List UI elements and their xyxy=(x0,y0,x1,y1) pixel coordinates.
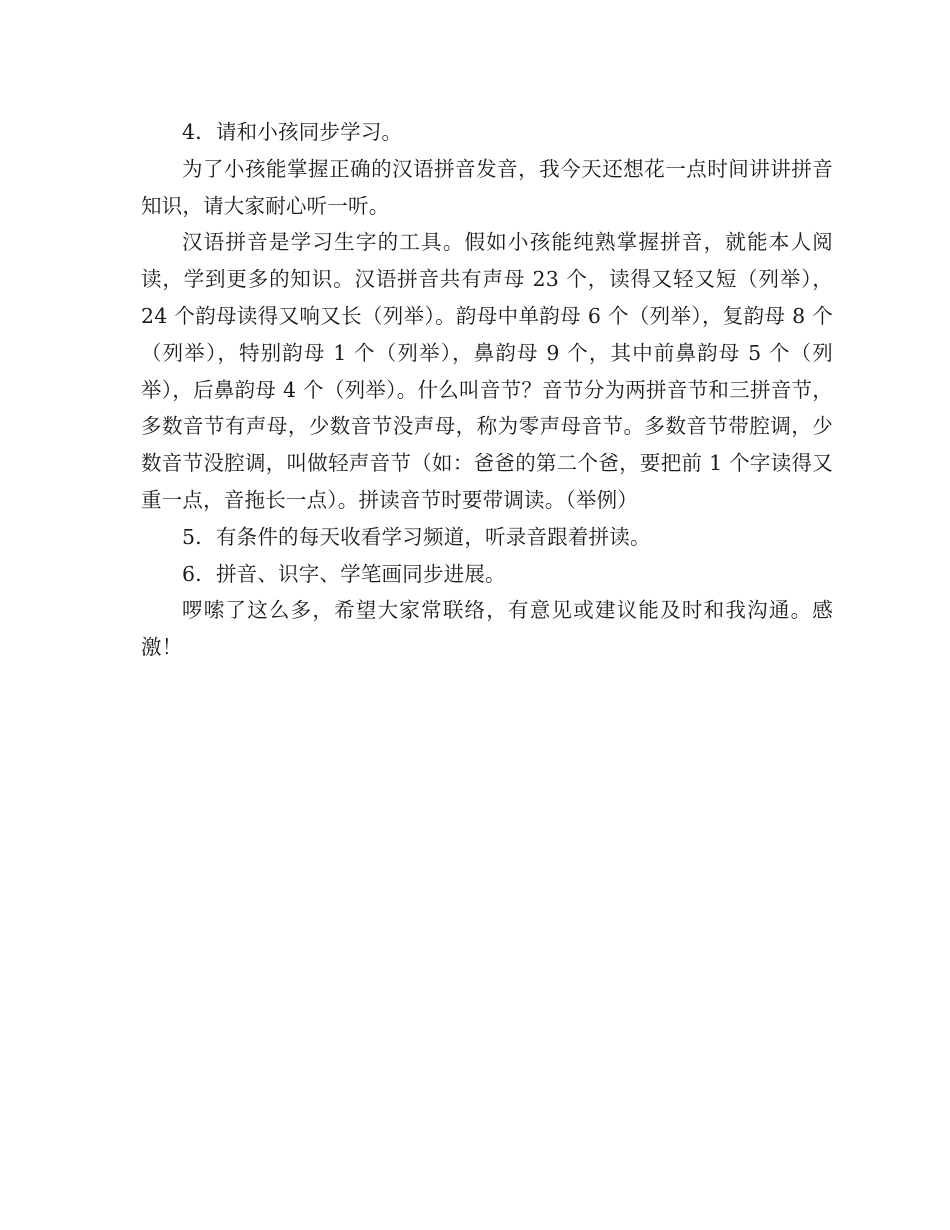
paragraph-item-5: 5．有条件的每天收看学习频道，听录音跟着拼读。 xyxy=(182,524,651,549)
paragraph-item-4: 4．请和小孩同步学习。 xyxy=(182,120,403,144)
paragraph-pinyin-knowledge: 汉语拼音是学习生字的工具。假如小孩能纯熟掌握拼音，就能本人阅读，学到更多的知识。汉语拼音共有声母 23 个，读得又轻又短（列举），24 个韵母读得又响又长（列举）。韵母中单韵母 6 个（列举），复韵母 8 个（列举），特别韵母 1 个（列举），鼻韵母 9 个，其中前鼻韵母 5 个（列举），后鼻韵母 4 个（列举）。什么叫音节？音节分为两拼音节和三拼音节，多数音节有声母，少数音节没声母，称为零声母音节。多数音节带腔调，少数音节没腔调，叫做轻声音节（如：爸爸的第二个爸，要把前 1 个字读得又重一点，音拖长一点）。拼读音节时要带调读。（举例） xyxy=(141,230,833,512)
document-body xyxy=(141,114,833,666)
paragraph-pinyin-intro: 为了小孩能掌握正确的汉语拼音发音，我今天还想花一点时间讲讲拼音知识，请大家耐心听一听。 xyxy=(141,156,833,218)
paragraph-item-6: 6．拼音、识字、学笔画同步进展。 xyxy=(182,561,506,586)
paragraph-closing: 啰嗦了这么多，希望大家常联络，有意见或建议能及时和我沟通。感激！ xyxy=(141,598,833,660)
